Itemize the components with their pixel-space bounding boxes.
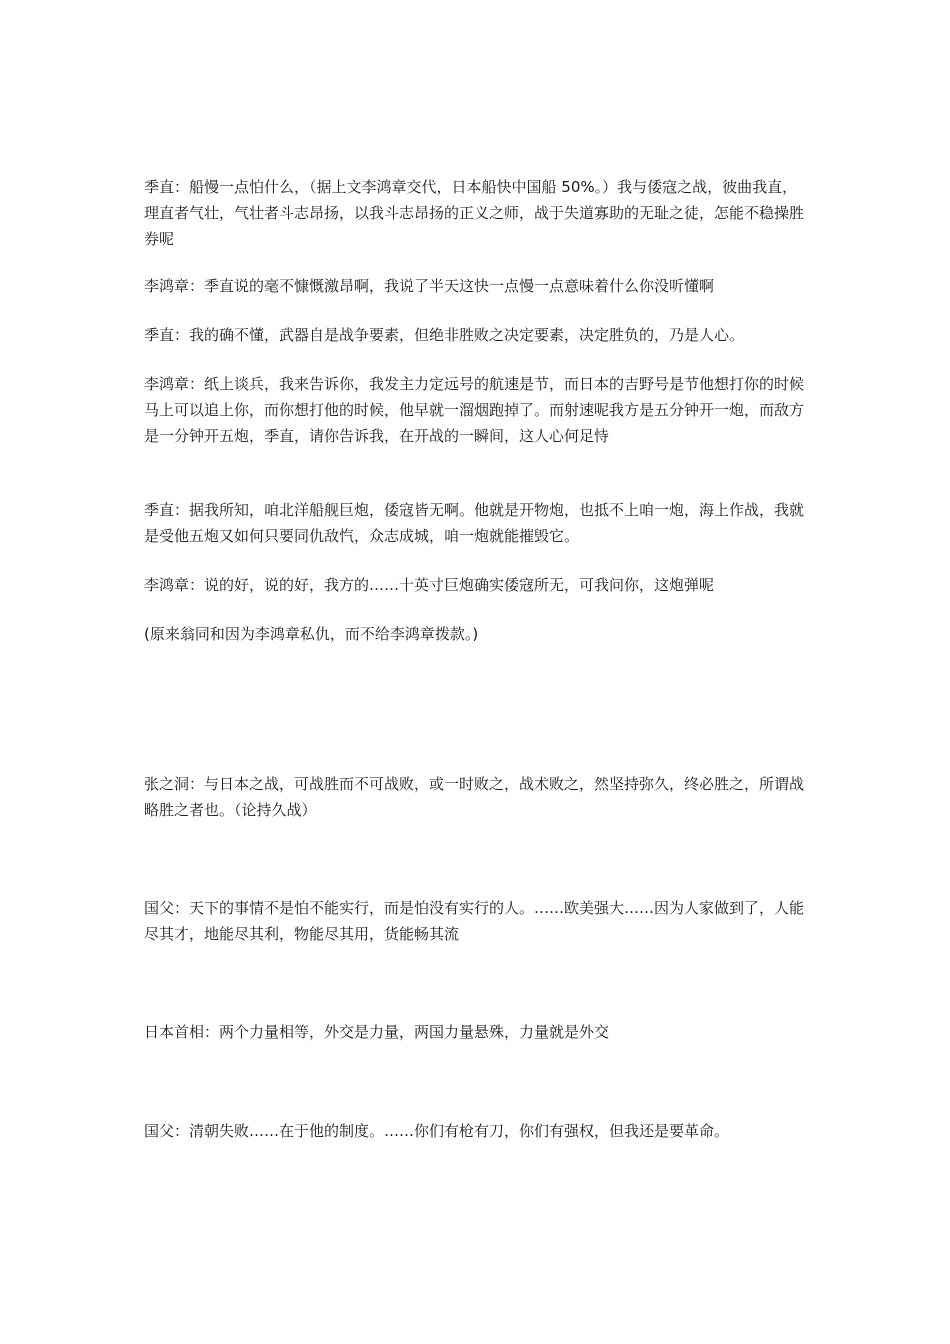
paragraph-jizhi-ship-speed: 季直：船慢一点怕什么，（据上文李鸿章交代，日本船快中国船 50%。）我与倭寇之战，彼曲我直，理直者气壮，气壮者斗志昂扬，以我斗志昂扬的正义之师，战于失道寡助的无耻之徒，怎能不稳操胜券呢 xyxy=(144,178,805,248)
paragraph-jizhi-morale: 季直：我的确不懂，武器自是战争要素，但绝非胜败之决定要素，决定胜负的，乃是人心。 xyxy=(144,326,745,344)
paragraph-note-funding: (原来翁同和因为李鸿章私仇，而不给李鸿章拨款。) xyxy=(144,625,479,643)
paragraph-japan-pm-diplomacy: 日本首相：两个力量相等，外交是力量，两国力量悬殊，力量就是外交 xyxy=(144,1023,610,1041)
paragraph-jizhi-big-guns: 季直：据我所知，咱北洋船舰巨炮，倭寇皆无啊。他就是开物炮，也抵不上咱一炮，海上作战，我就是受他五炮又如何只要同仇敌忾，众志成城，咱一炮就能摧毁它。 xyxy=(144,501,805,545)
paragraph-lihongzhang-fleet-comparison: 李鸿章：纸上谈兵，我来告诉你，我发主力定远号的航速是节，而日本的吉野号是节他想打你的时候马上可以追上你，而你想打他的时候，他早就一溜烟跑掉了。而射速呢我方是五分钟开一炮，而敌方是一分钟开五炮，季直，请你告诉我，在开战的一瞬间，这人心何足恃 xyxy=(144,375,805,445)
paragraph-zhangzhidong-protracted-war: 张之洞：与日本之战，可战胜而不可战败，或一时败之，战术败之，然坚持弥久，终必胜之，所谓战略胜之者也。（论持久战） xyxy=(144,775,805,819)
paragraph-lihongzhang-reply: 李鸿章：季直说的毫不慷慨激昂啊，我说了半天这快一点慢一点意味着什么你没听懂啊 xyxy=(144,277,715,295)
paragraph-lihongzhang-shells: 李鸿章：说的好，说的好，我方的……十英寸巨炮确实倭寇所无，可我问你，这炮弹呢 xyxy=(144,576,715,594)
paragraph-guofu-implementation: 国父：天下的事情不是怕不能实行，而是怕没有实行的人。……欧美强大……因为人家做到了，人能尽其才，地能尽其利，物能尽其用，货能畅其流 xyxy=(144,899,805,943)
paragraph-guofu-revolution: 国父：清朝失败……在于他的制度。……你们有枪有刀，你们有强权，但我还是要革命。 xyxy=(144,1122,730,1140)
